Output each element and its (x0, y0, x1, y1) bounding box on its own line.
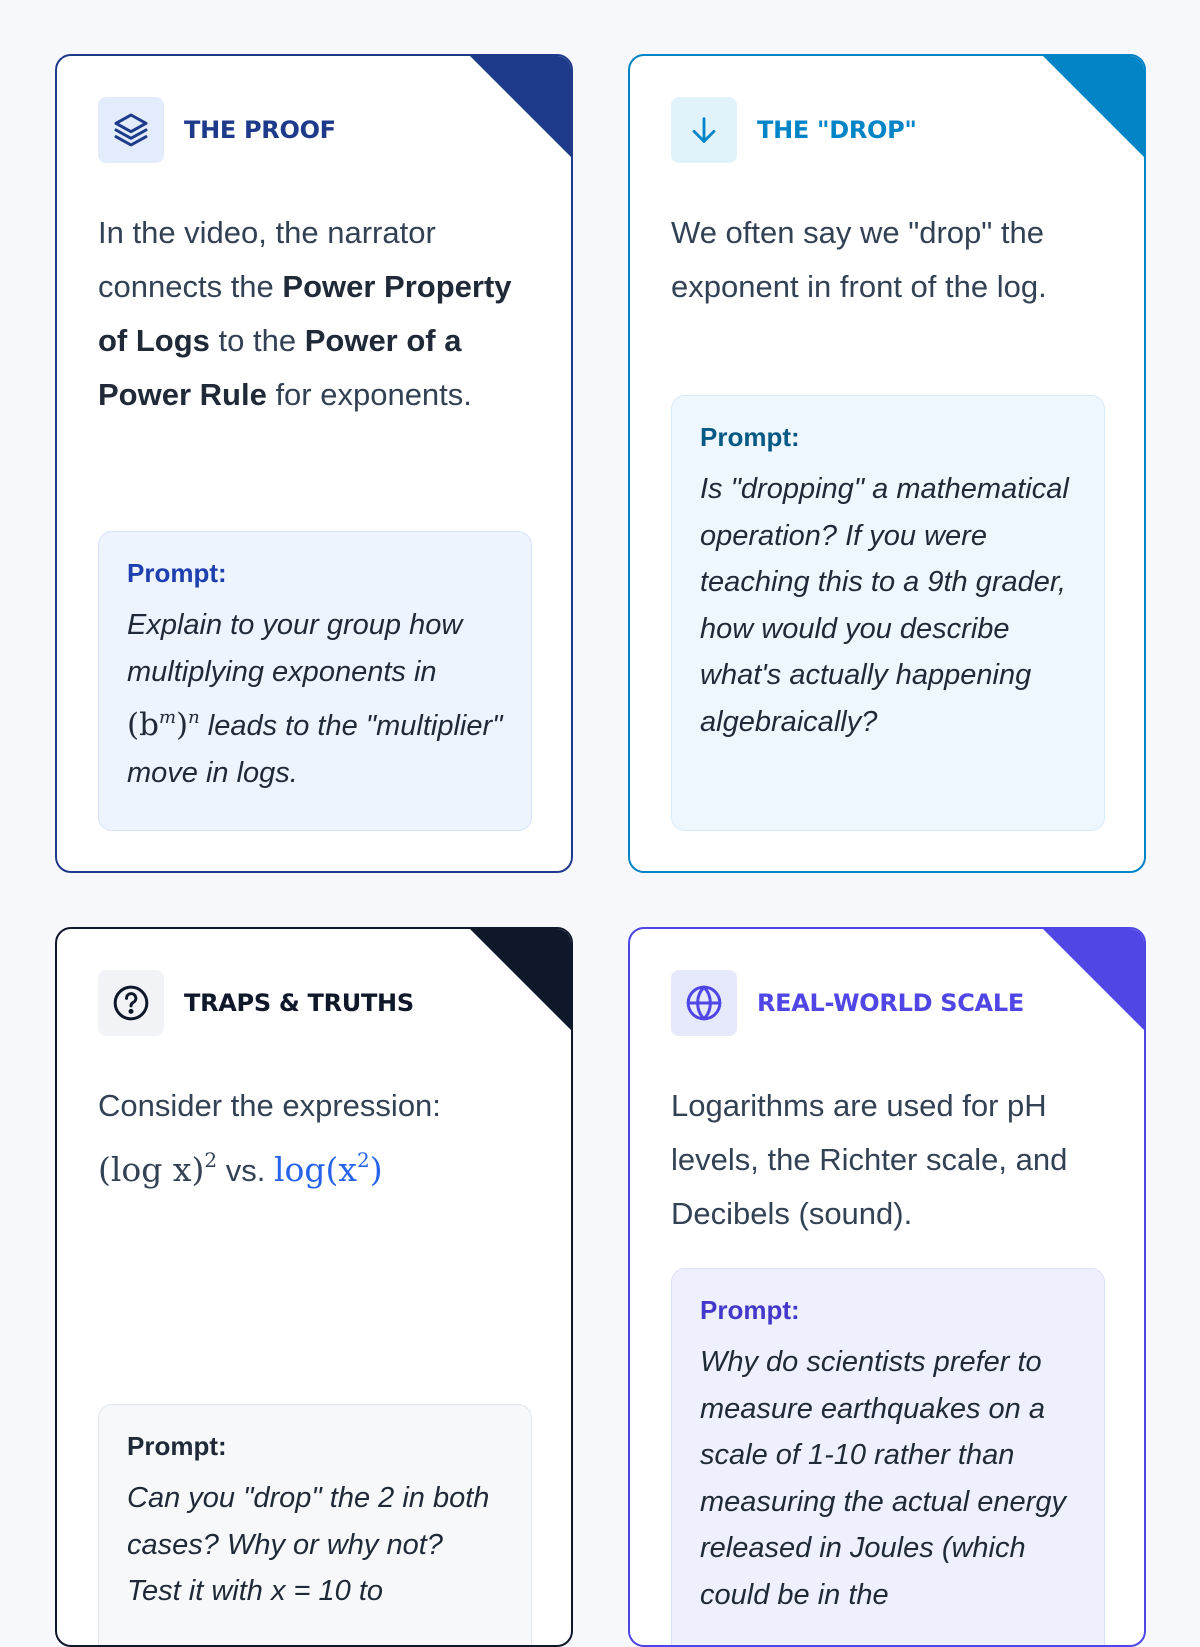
math-part: ) (369, 1150, 383, 1189)
prompt-text: Can you "drop" the 2 in both cases? Why or why not? Test it with x = 10 to (127, 1482, 490, 1607)
prompt-box (671, 1268, 1105, 1647)
math-part: ) (176, 707, 189, 743)
math-superscript: 2 (204, 1148, 218, 1172)
card-header (671, 970, 1024, 1036)
corner-accent (468, 927, 573, 1032)
math-superscript: n (188, 707, 200, 728)
card-body (98, 206, 538, 422)
math-part: log(x (273, 1150, 358, 1189)
prompt-box (671, 395, 1105, 831)
prompt-box (98, 531, 532, 831)
layers-icon (98, 97, 164, 163)
body-text: to the (209, 323, 305, 358)
prompt-label: Prompt: (127, 1431, 227, 1461)
card-header (671, 97, 917, 163)
card-title: REAL-WORLD SCALE (757, 989, 1024, 1017)
prompt-text-part: leads to the "multiplier" move in logs. (127, 710, 503, 789)
math-expression (274, 1150, 383, 1189)
prompt-label: Prompt: (700, 1295, 800, 1325)
corner-accent (1041, 54, 1146, 159)
body-bold-term: Power of a Power Rule (98, 323, 462, 412)
card-title: THE "DROP" (757, 116, 917, 144)
body-bold-term: Power Property of Logs (98, 269, 512, 358)
prompt-label: Prompt: (700, 422, 800, 452)
body-text: for exponents. (266, 377, 472, 412)
body-text: Consider the expression: (98, 1088, 441, 1123)
card-body: Logarithms are used for pH levels, the Richter scale, and Decibels (sound). (671, 1088, 1068, 1231)
globe-icon (671, 970, 737, 1036)
math-part: (b (127, 707, 159, 743)
prompt-text (127, 602, 503, 796)
prompt-text: Is "dropping" a mathematical operation? If you were teaching this to a 9th grader, how would you describe what's actually happening algebraically? (700, 473, 1069, 738)
prompt-text-part: Explain to your group how multiplying exponents in (127, 609, 463, 688)
question-circle-icon (98, 970, 164, 1036)
prompt-label: Prompt: (127, 558, 227, 588)
card-the-drop (628, 54, 1146, 873)
math-superscript: m (158, 707, 177, 728)
card-traps-truths (55, 927, 573, 1647)
math-expression (98, 1150, 217, 1189)
corner-accent (1041, 927, 1146, 1032)
math-part: (log x) (98, 1150, 205, 1189)
card-header (98, 97, 336, 163)
card-body (98, 1079, 538, 1198)
arrow-down-icon (671, 97, 737, 163)
card-body: We often say we "drop" the exponent in front of the log. (671, 215, 1047, 304)
card-real-world-scale (628, 927, 1146, 1647)
math-superscript: 2 (357, 1148, 370, 1172)
math-expression (127, 707, 200, 743)
prompt-text: Why do scientists prefer to measure earthquakes on a scale of 1-10 rather than measuring the actual energy released in Joules (which could be in the (700, 1346, 1066, 1611)
card-title: TRAPS & TRUTHS (184, 989, 414, 1017)
prompt-box (98, 1404, 532, 1647)
body-text: In the video, the narrator connects the (98, 215, 436, 304)
card-the-proof (55, 54, 573, 873)
card-title: THE PROOF (184, 116, 336, 144)
body-text: vs. (217, 1153, 274, 1188)
corner-accent (468, 54, 573, 159)
card-header (98, 970, 414, 1036)
